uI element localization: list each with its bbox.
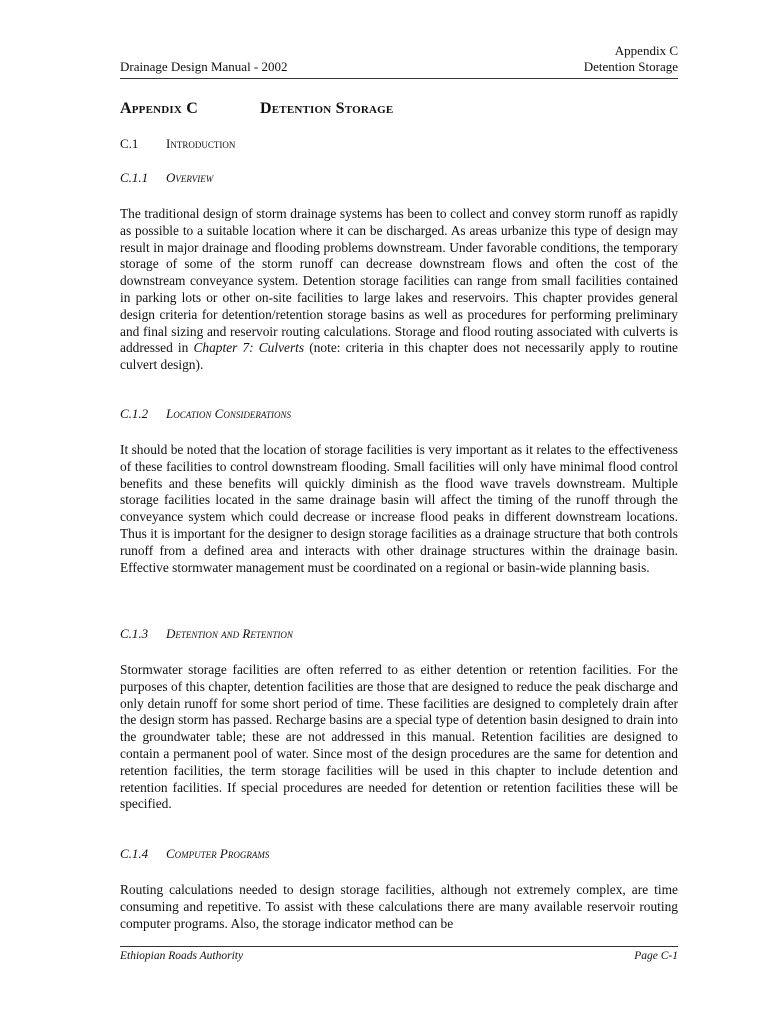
subsection-number: C.1.3	[120, 626, 149, 641]
chapter-reference: Chapter 7: Culverts	[193, 340, 305, 356]
footer-organization: Ethiopian Roads Authority	[120, 950, 244, 962]
subsection-heading-detention	[120, 626, 293, 642]
paragraph-overview: The traditional design of storm drainage systems has been to collect and convey storm runoff as rapidly as possible to a suitable location where it can be discharged. As areas urbanize this type of design may result in major drainage and flooding problems downstream. Under favorable conditions, the temporary storage of some of the storm runoff can decrease downstream flows and often the cost of the downstream conveyance system. Detention storage facilities can range from small facilities contained in parking lots or other on-site facilities to large lakes and reservoirs. This chapter provides general design criteria for detention/retention storage basins as well as procedures for performing preliminary and final sizing and reservoir routing calculations. Storage and flood routing associated with culverts is addressed in Chapter 7: Culverts (note: criteria in this chapter does not necessarily apply to routine culvert design).	[120, 206, 678, 373]
subsection-title: Location Considerations	[166, 406, 291, 421]
header-chapter-name: Detention Storage	[583, 59, 678, 74]
subsection-number: C.1.2	[120, 406, 149, 421]
appendix-name: Detention Storage	[260, 100, 394, 117]
appendix-label: Appendix C	[120, 100, 198, 117]
header-chapter-info	[584, 43, 678, 75]
section-number: C.1	[120, 136, 139, 151]
page-header	[120, 42, 678, 79]
subsection-number: C.1.4	[120, 846, 149, 861]
header-appendix: Appendix C	[614, 43, 678, 58]
section-heading	[120, 136, 235, 152]
subsection-heading-programs	[120, 846, 269, 862]
subsection-number: C.1.1	[120, 170, 149, 185]
footer-page-number: Page C-1	[634, 950, 678, 962]
paragraph-detention: Stormwater storage facilities are often referred to as either detention or retention facilities. For the purposes of this chapter, detention facilities are those that are designed to reduce the peak discharge and only detain runoff for some short period of time. These facilities are designed to completely drain after the design storm has passed. Recharge basins are a special type of detention basin designed to drain into the groundwater table; these are not addressed in this manual. Retention facilities are designed to contain a permanent pool of water. Since most of the design procedures are the same for detention and retention facilities, the term storage facilities will be used in this chapter to include detention and retention facilities. If special procedures are needed for detention or retention facilities these will be specified.	[120, 662, 678, 812]
section-title: Introduction	[166, 136, 236, 151]
subsection-heading-location	[120, 406, 291, 422]
subsection-title: Detention and Retention	[166, 626, 293, 641]
paragraph-programs: Routing calculations needed to design storage facilities, although not extremely complex, are time consuming and repetitive. To assist with these calculations there are many available reservoir routing computer programs. Also, the storage indicator method can be	[120, 882, 678, 931]
page-footer	[120, 946, 678, 965]
subsection-title: Computer Programs	[166, 846, 270, 861]
subsection-title: Overview	[166, 170, 214, 185]
subsection-heading-overview	[120, 170, 213, 186]
header-manual-title: Drainage Design Manual - 2002	[120, 59, 288, 74]
paragraph-location: It should be noted that the location of storage facilities is very important as it relates to the effectiveness of these facilities to control downstream flooding. Small facilities will only have minimal flood control benefits and these benefits will quickly diminish as the flood wave travels downstream. Multiple storage facilities located in the same drainage basin will affect the timing of the runoff through the conveyance system which could decrease or increase flood peaks in different downstream locations. Thus it is important for the designer to design storage facilities as a drainage structure that both controls runoff from a defined area and interacts with other drainage structures within the drainage basin. Effective stormwater management must be coordinated on a regional or basin-wide planning basis.	[120, 442, 678, 575]
appendix-title	[120, 100, 394, 118]
